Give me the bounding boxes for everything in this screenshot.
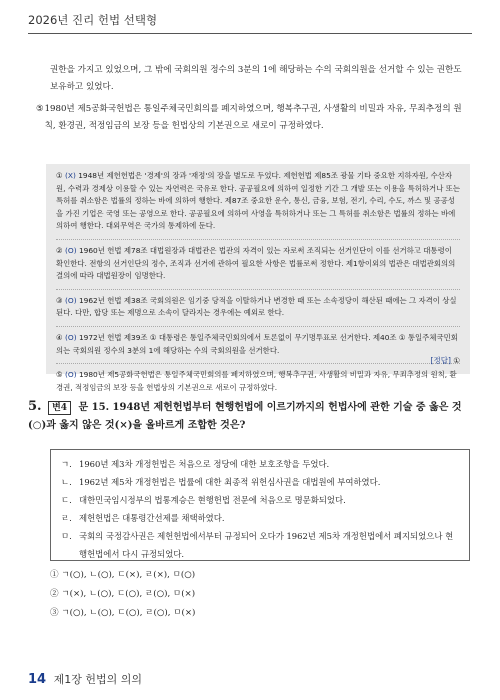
statement-item [61, 491, 459, 509]
statement-label: ㄷ. [61, 495, 72, 505]
statement-text: 대한민국임시정부의 법통계승은 현행헌법 전문에 처음으로 명문화되었다. [79, 495, 346, 505]
explanation-mark: (O) [65, 245, 77, 255]
intro-item-5 [36, 101, 470, 134]
statement-label: ㄴ. [61, 477, 72, 487]
explanation-divider [56, 326, 460, 327]
explanation-item-5 [56, 369, 460, 394]
answer-options [50, 566, 195, 623]
statement-label: ㄱ. [61, 459, 72, 469]
statement-item [61, 527, 459, 563]
intro-item-5-number: ⑤ [36, 104, 44, 114]
explanation-text: 1960년 헌법 제78조 대법원장과 대법관은 법관의 자격이 있는 자로써 조직되는 선거인단이 이를 선거하고 대통령이 확인한다. 전항의 선거인단의 정수, 조직과 선거에 관하여 필요한 사항은 법률로써 정한다. 제1항이외의 법관은 대법관회의의 결의에 따라 대법원장이 임명한다. [56, 245, 456, 281]
answer-key [431, 355, 460, 368]
page-footer [28, 671, 142, 687]
statement-label: ㅁ. [61, 531, 72, 541]
explanation-item-3 [56, 295, 460, 320]
explanation-number: ① [56, 171, 63, 180]
page-header [28, 12, 472, 28]
statement-item [61, 509, 459, 527]
statement-text: 국회의 국정감사권은 제헌헌법에서부터 규정되어 오다가 1962년 제5차 개정헌법에서 폐지되었으나 현행헌법에서 다시 규정되었다. [79, 531, 454, 559]
explanation-divider [56, 289, 460, 290]
statement-text: 제헌헌법은 대통령간선제를 채택하였다. [79, 513, 225, 523]
option-1[interactable]: ① ㄱ(○), ㄴ(○), ㄷ(×), ㄹ(×), ㅁ(○) [50, 570, 196, 580]
intro-item-5-text: 1980년 제5공화국헌법은 통일주체국민회의를 폐지하였으며, 행복추구권, 사생활의 비밀과 자유, 무죄추정의 원칙, 환경권, 적정임금의 보장 등을 헌법상의 기본권으로 새로이 규정하였다. [44, 104, 462, 131]
header-title: 2026년 진리 헌법 선택형 [28, 13, 158, 27]
explanation-number: ⑤ [56, 370, 63, 380]
explanation-text: 1972년 헌법 제39조 ① 대통령은 통일주체국민회의에서 토론없이 무기명투표로 선거한다. 제40조 ① 통일주체국민회의는 국회의원 정수의 3분의 1에 해당하는 수의 국회의원을 선거한다. [56, 332, 458, 355]
explanation-number: ② [56, 245, 63, 255]
option-2[interactable]: ② ㄱ(×), ㄴ(○), ㄷ(○), ㄹ(○), ㅁ(×) [50, 589, 196, 599]
explanation-mark: (O) [65, 370, 77, 380]
option-3[interactable]: ③ ㄱ(○), ㄴ(○), ㄷ(○), ㄹ(○), ㅁ(×) [50, 608, 196, 618]
explanation-mark: (O) [65, 295, 77, 305]
statement-label: ㄹ. [61, 513, 72, 523]
intro-text [36, 62, 470, 134]
explanation-mark: (O) [65, 332, 77, 342]
explanation-item-4 [56, 332, 460, 357]
statement-item [61, 473, 459, 491]
intro-continuation: 권한을 가지고 있었으며, 그 밖에 국회의원 정수의 3분의 1에 해당하는 수의 국회의원을 선거할 수 있는 권한도 보유하고 있었다. [50, 65, 462, 92]
statement-item [61, 455, 459, 473]
answer-value: ① [453, 356, 460, 366]
explanation-number: ④ [56, 332, 63, 342]
chapter-title: 제1장 헌법의 의의 [53, 673, 142, 686]
statement-text: 1962년 제5차 개정헌법은 법률에 대한 최종적 위헌심사권을 대법원에 부여하였다. [79, 477, 381, 487]
page-number: 14 [28, 672, 47, 687]
header-divider [28, 33, 472, 34]
question-number: 5. [28, 399, 42, 414]
question-text: 문 15. 1948년 제헌헌법부터 현행헌법에 이르기까지의 헌법사에 관한 기술 중 옳은 것(○)과 옳지 않은 것(×)을 올바르게 조합한 것은? [28, 402, 462, 431]
explanation-item-2 [56, 245, 460, 283]
explanation-divider [56, 363, 460, 364]
explanation-number: ③ [56, 295, 63, 305]
explanation-divider [56, 239, 460, 240]
statement-text: 1960년 제3차 개정헌법은 처음으로 정당에 대한 보호조항을 두었다. [79, 459, 330, 469]
explanation-text: 1962년 헌법 제38조 국회의원은 임기중 당적을 이탈하거나 변경한 때 또는 소속정당이 해산된 때에는 그 자격이 상실된다. 다만, 합당 또는 제명으로 소속이 달라지는 경우에는 예외로 한다. [56, 295, 457, 318]
explanation-item-1 [56, 170, 460, 233]
question-source-badge: 변4 [48, 401, 71, 415]
explanation-mark: (X) [65, 171, 76, 180]
answer-tag: [정답] [430, 356, 451, 366]
explanation-text: 1948년 제헌헌법은 '경제'의 장과 '재정'의 장을 별도로 두었다. 제헌헌법 제85조 광물 기타 중요한 지하자원, 수산자원, 수력과 경제상 이용할 수 있는 자연력은 국유로 한다. 공공필요에 의하여 일정한 기간 그 개발 또는 이용을 특허하거나 또는 특허를 취소함은 법률의 정하는 바에 의하여 행한다. 제87조 중요한 운수, 통신, 금융, 보험, 전기, 수리, 수도, 까스 및 공공성을 가진 기업은 국영 또는 공영으로 한다. 공공필요에 의하여 사영을 특허하거나 또는 그 특허를 취소함은 법률의 정하는 바에 의하여 행한다. 대외무역은 국가의 통제하에 둔다. [56, 171, 460, 231]
explanation-box [46, 164, 470, 392]
statement-box [50, 449, 470, 561]
question-heading [28, 398, 470, 435]
explanation-text: 1980년 제5공화국헌법은 통일주체국민회의를 폐지하였으며, 행복추구권, 사생활의 비밀과 자유, 무죄추정의 원칙, 환경권, 적정임금의 보장 등을 헌법상의 기본권으로 새로이 규정하였다. [56, 370, 457, 392]
